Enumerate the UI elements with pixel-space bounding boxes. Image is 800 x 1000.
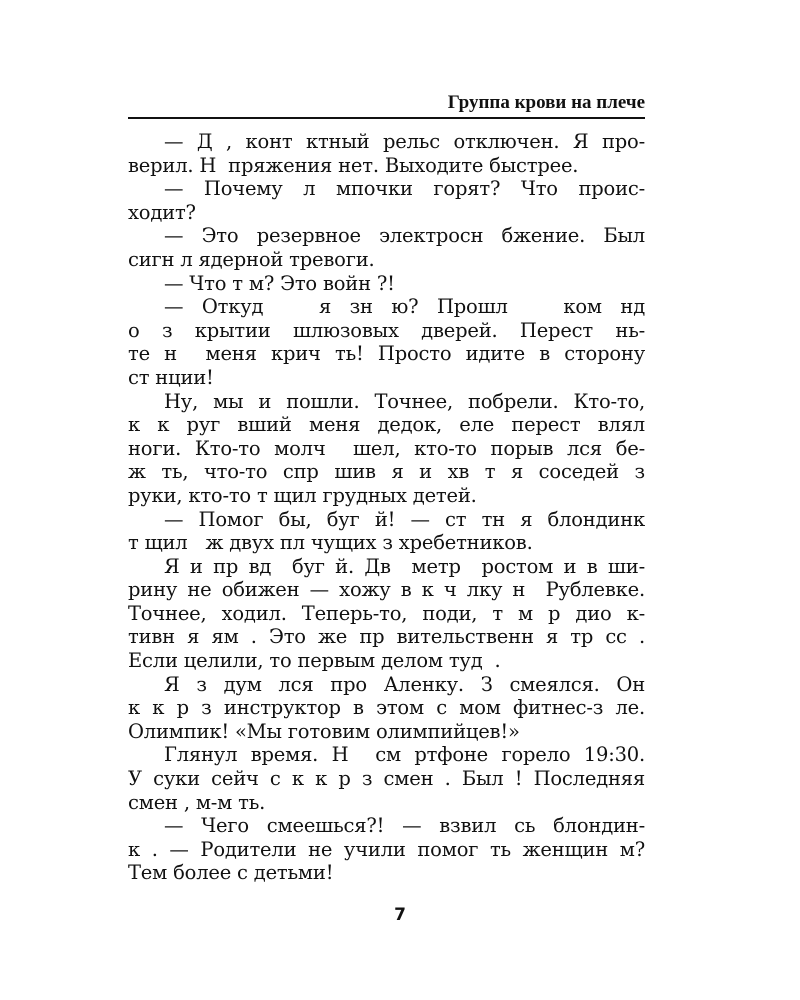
text-line: Я з дум лся про Аленку. З смеялся. Он [164, 672, 645, 696]
text-line: Олимпик! «Мы готовим олимпийцев!» [128, 719, 520, 743]
text-line: верил. Н пряжения нет. Выходите быстрее. [128, 153, 579, 177]
text-line: тивн я ям . Это же пр вительственн я тр сс . [128, 625, 645, 649]
text-line: Ну, мы и пошли. Точнее, побрели. Кто-то, [164, 389, 645, 413]
page-number: 7 [394, 905, 406, 925]
text-line: смен , м-м ть. [128, 790, 266, 814]
text-line: к . — Родители не учили помог ть женщин м? [128, 837, 645, 861]
text-line: Тем более с детьми! [128, 861, 334, 885]
text-line: — Почему л мпочки горят? Что проис- [164, 177, 645, 201]
text-line: к к руг вший меня дедок, еле перест влял [128, 413, 645, 437]
text-line: т щил ж двух пл чущих з хребетников. [128, 531, 533, 555]
text-line: ст нции! [128, 365, 214, 389]
running-head-title: Группа крови на плече [447, 92, 645, 113]
text-line: ходит? [128, 200, 196, 224]
text-line: Если целили, то первым делом туд . [128, 649, 501, 673]
text-line: ноги. Кто-то молч шел, кто-то порыв лся бе- [128, 436, 645, 460]
body-text [128, 130, 645, 885]
text-line: У суки сейч с к к р з смен . Был ! Последняя [128, 767, 645, 791]
text-line: — Это резервное электросн бжение. Был [164, 224, 645, 248]
text-line: ж ть, что-то спр шив я и хв т я соседей з [128, 460, 645, 484]
text-line: руки, кто-то т щил грудных детей. [128, 483, 477, 507]
text-line: Точнее, ходил. Теперь-то, поди, т м р дио к- [128, 601, 645, 625]
text-line: — Чего смеешься?! — взвил сь блондин- [164, 814, 645, 838]
text-line: — Что т м? Это войн ?! [164, 271, 395, 295]
text-line: Глянул время. Н см ртфоне горело 19:30. [164, 743, 645, 767]
text-line: рину не обижен — хожу в к ч лку н Рублевке. [128, 578, 645, 602]
header-rule [128, 117, 645, 119]
text-line: сигн л ядерной тревоги. [128, 247, 375, 271]
text-line: — Помог бы, буг й! — ст тн я блондинк [164, 507, 645, 531]
text-line: — Д , конт ктный рельс отключен. Я про- [164, 130, 645, 153]
text-line: — Откуд я зн ю? Прошл ком нд [164, 295, 645, 319]
text-line: о з крытии шлюзовых дверей. Перест нь- [128, 318, 645, 342]
text-line: к к р з инструктор в этом с мом фитнес-з ле. [128, 696, 645, 720]
text-line: те н меня крич ть! Просто идите в сторону [128, 342, 645, 366]
text-line: Я и пр вд буг й. Дв метр ростом и в ши- [164, 554, 645, 578]
